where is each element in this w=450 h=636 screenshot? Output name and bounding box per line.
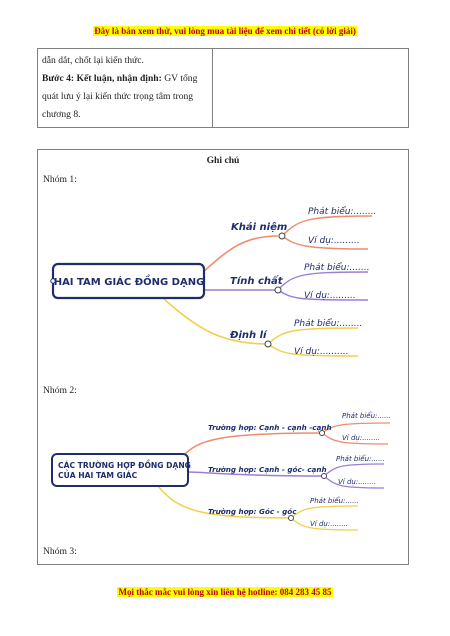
branch-2-node: [275, 287, 281, 293]
activity-table: [37, 48, 409, 128]
map2-branch-2-leaf-1: Phát biểu:......: [336, 455, 385, 463]
group-3-label: Nhóm 3:: [43, 546, 77, 557]
mindmap-1: [51, 206, 377, 357]
map2-branch-1-leaf-2: Ví dụ:........: [342, 434, 380, 442]
map2-branch-1-leaf-1: Phát biểu:......: [342, 412, 391, 420]
branch-1-leaf-2: Ví dụ:.........: [308, 236, 360, 246]
map2-branch-1-label: Trường hợp: Cạnh - cạnh -cạnh: [208, 423, 332, 432]
mindmap-2: [52, 411, 391, 530]
map2-branch-1-leaf-1-line: [322, 423, 390, 433]
map2-branch-3-label: Trường hợp: Góc - góc: [208, 507, 297, 516]
map2-branch-2-node: [322, 474, 327, 479]
preview-notice: Đây là bản xem thử, vui lòng mua tài liệu để xem chi tiết (có lời giải): [94, 26, 356, 36]
hotline-footer: Mọi thắc mắc vui lòng xin liên hệ hotline: 084 283 45 85: [118, 587, 332, 597]
notes-box: [37, 149, 409, 565]
map2-branch-3-leaf-1-line: [291, 506, 358, 518]
notes-title: Ghi chú: [206, 155, 240, 166]
branch-3-leaf-2: Ví dụ:..........: [294, 347, 349, 357]
center-node-1-label: HAI TAM GIÁC ĐỒNG DẠNG: [53, 277, 205, 288]
branch-2-leaf-2: Ví dụ:.........: [304, 291, 356, 301]
branch-3-label: Định lí: [230, 330, 267, 341]
group-2-label: Nhóm 2:: [43, 385, 77, 396]
activity-cell: [38, 49, 213, 128]
map2-branch-3-leaf-1: Phát biểu:......: [310, 497, 359, 505]
branch-1-leaf-1: Phát biểu:........: [308, 207, 377, 217]
map2-branch-2-leaf-2: Ví dụ:........: [338, 478, 376, 486]
branch-2-label: Tính chất: [230, 276, 283, 287]
branch-1-node: [279, 233, 285, 239]
branch-2-leaf-1-line: [278, 272, 368, 290]
branch-2-leaf-1: Phát biểu:.......: [304, 263, 370, 273]
branch-3-leaf-1-line: [268, 328, 358, 344]
center-node-2-line-2: CỦA HAI TAM GIÁC: [58, 471, 138, 480]
branch-3-leaf-1: Phát biểu:........: [294, 319, 363, 329]
branch-1-leaf-1-line: [282, 216, 372, 236]
map2-branch-2-leaf-1-line: [324, 464, 384, 476]
branch-3-node: [265, 341, 271, 347]
map2-branch-3-node: [289, 516, 294, 521]
mindmaps-canvas: [38, 150, 408, 564]
empty-cell: [213, 49, 409, 128]
step-4-label: Bước 4: Kết luận, nhận định:: [42, 73, 162, 84]
branch-1-line: [203, 236, 278, 272]
branch-1-label: Khái niệm: [231, 222, 288, 233]
map2-branch-2-label: Trường hợp: Cạnh - góc- cạnh: [208, 465, 327, 474]
center-node-2-line-1: CÁC TRƯỜNG HỢP ĐỒNG DẠNG: [58, 461, 191, 470]
map2-branch-3-leaf-2: Ví dụ:........: [310, 520, 348, 528]
center-node-2: [52, 454, 188, 486]
map2-branch-1-line: [183, 433, 322, 456]
step-4-text: Bước 4: Kết luận, nhận định: GV tổng quát lưu ý lại kiến thức trọng tâm trong chương 8.: [42, 73, 198, 120]
table-line-1: dẫn dắt, chốt lại kiến thức.: [42, 55, 144, 66]
group-1-label: Nhóm 1:: [43, 174, 77, 185]
